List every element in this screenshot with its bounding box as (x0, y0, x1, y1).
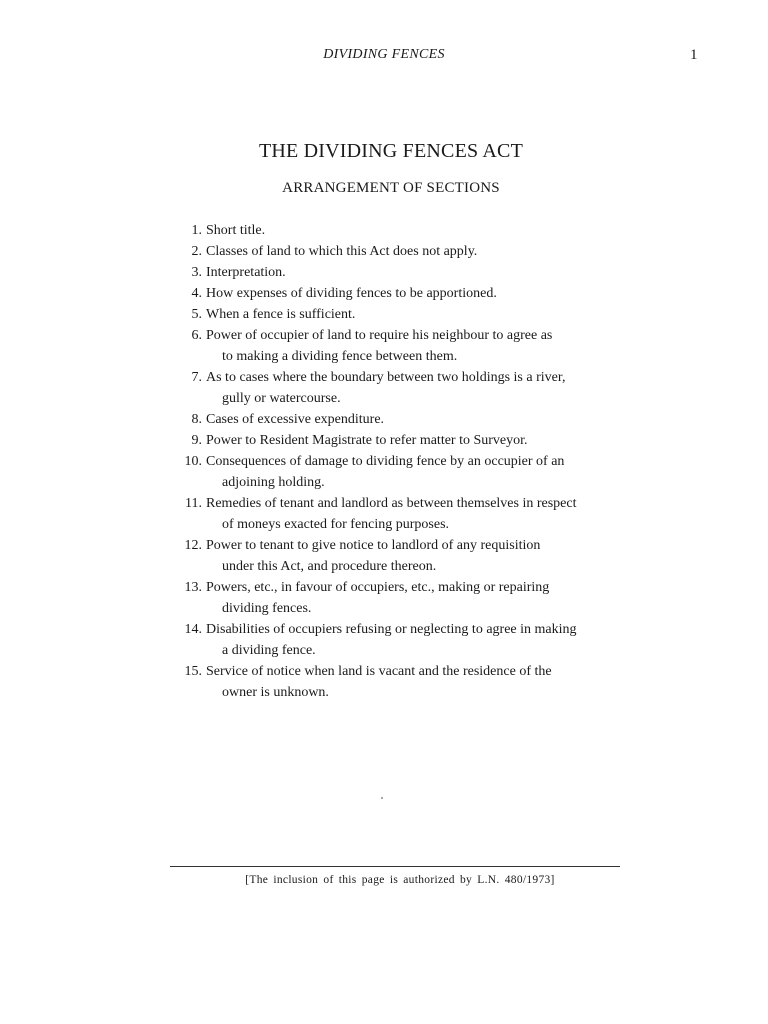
section-item (170, 619, 620, 661)
section-title-line: Remedies of tenant and landlord as between themselves in respect (206, 496, 577, 511)
section-item (170, 262, 620, 283)
section-title-line: Powers, etc., in favour of occupiers, etc., making or repairing (206, 580, 550, 595)
section-title-line: As to cases where the boundary between two holdings is a river, (206, 370, 566, 385)
section-item (170, 241, 620, 262)
section-number: 8. (191, 412, 202, 427)
section-item (170, 451, 620, 493)
section-title-line: Power of occupier of land to require his neighbour to agree as (206, 328, 553, 343)
section-number: 1. (191, 223, 202, 238)
section-title-line: When a fence is sufficient. (206, 307, 356, 322)
section-item (170, 535, 620, 577)
section-title-line: dividing fences. (222, 601, 312, 616)
section-item (170, 661, 620, 703)
section-title-line: of moneys exacted for fencing purposes. (222, 517, 450, 532)
section-title-line: Classes of land to which this Act does not apply. (206, 244, 478, 259)
section-item (170, 283, 620, 304)
section-item (170, 430, 620, 451)
section-title-line: Short title. (206, 223, 266, 238)
section-number: 6. (191, 328, 202, 343)
section-title-line: under this Act, and procedure thereon. (222, 559, 437, 574)
section-number: 5. (191, 307, 202, 322)
section-number: 3. (191, 265, 202, 280)
section-title-line: Disabilities of occupiers refusing or neglecting to agree in making (206, 622, 577, 637)
section-title-line: gully or watercourse. (222, 391, 341, 406)
section-title-line: owner is unknown. (222, 685, 329, 700)
act-title: THE DIVIDING FENCES ACT (258, 140, 524, 162)
section-title-line: Service of notice when land is vacant and the residence of the (206, 664, 552, 679)
section-item (170, 577, 620, 619)
sections-list (170, 220, 620, 703)
section-number: 2. (191, 244, 202, 259)
section-title-line: Cases of excessive expenditure. (206, 412, 385, 427)
section-item (170, 367, 620, 409)
section-item (170, 304, 620, 325)
section-title-line: to making a dividing fence between them. (222, 349, 458, 364)
section-number: 13. (184, 580, 202, 595)
section-item (170, 493, 620, 535)
section-title-line: a dividing fence. (222, 643, 316, 658)
section-title-line: Power to Resident Magistrate to refer matter to Surveyor. (206, 433, 528, 448)
section-number: 7. (191, 370, 202, 385)
running-header: DIVIDING FENCES (323, 47, 445, 62)
section-number: 11. (185, 496, 202, 511)
section-item (170, 409, 620, 430)
section-title-line: Interpretation. (206, 265, 286, 280)
section-item (170, 325, 620, 367)
section-number: 14. (184, 622, 202, 637)
section-number: 10. (184, 454, 202, 469)
section-title-line: How expenses of dividing fences to be apportioned. (206, 286, 497, 301)
footer-authorization-note: [The inclusion of this page is authorized by L.N. 480/1973] (245, 874, 555, 886)
section-number: 4. (191, 286, 202, 301)
page-number: 1 (690, 47, 698, 63)
section-title-line: adjoining holding. (222, 475, 325, 490)
arrangement-heading: ARRANGEMENT OF SECTIONS (282, 180, 500, 196)
section-title-line: Consequences of damage to dividing fence by an occupier of an (206, 454, 565, 469)
section-number: 12. (184, 538, 202, 553)
page-speck (381, 797, 383, 799)
footer-rule (170, 866, 620, 867)
section-number: 15. (184, 664, 202, 679)
section-title-line: Power to tenant to give notice to landlord of any requisition (206, 538, 541, 553)
section-number: 9. (191, 433, 202, 448)
section-item (170, 220, 620, 241)
